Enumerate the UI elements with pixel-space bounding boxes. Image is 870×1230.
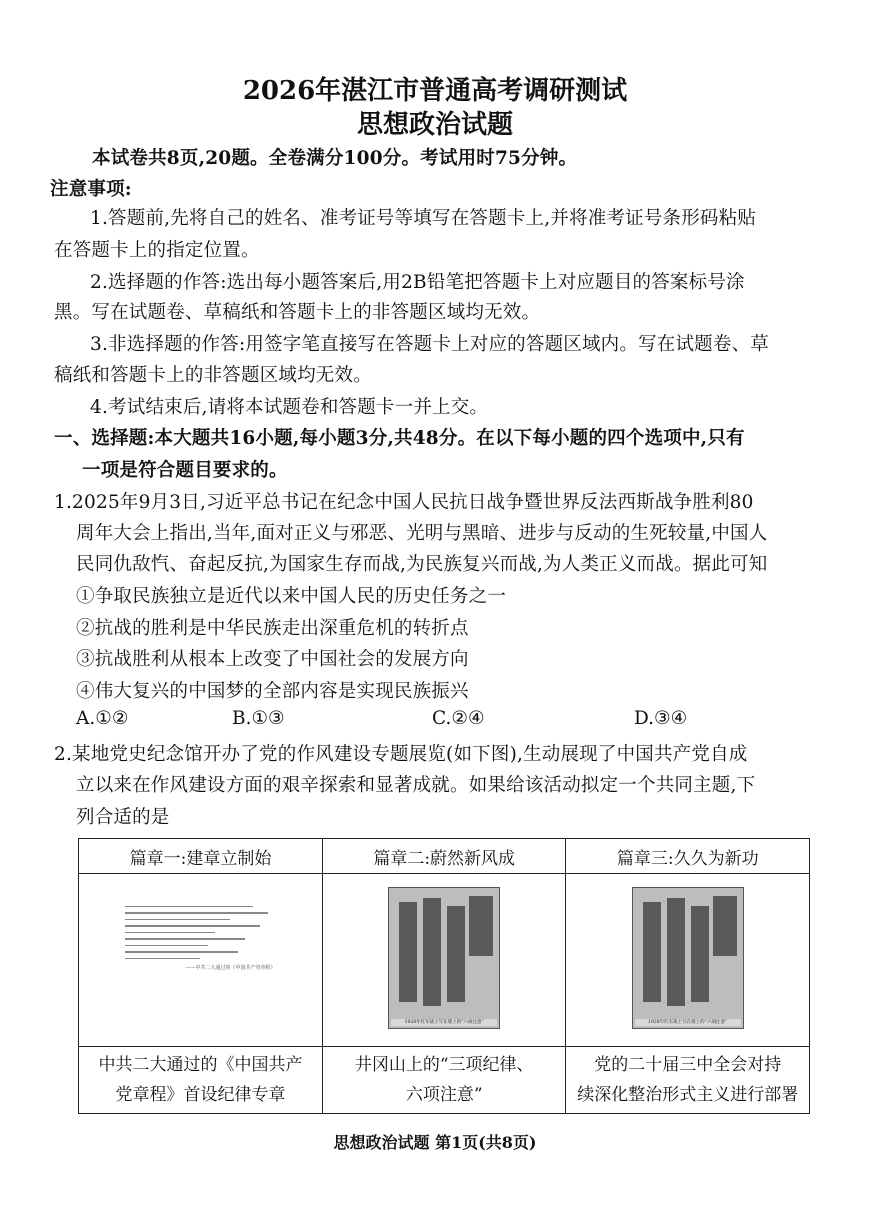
q1-option-a: A.①② xyxy=(76,708,129,729)
wall-slogan-photo-2 xyxy=(632,887,744,1029)
table-caption-1 xyxy=(79,1047,323,1114)
caption-2-line-2: 六项注意” xyxy=(405,1085,483,1105)
table-header-chapter-1: 篇章一:建章立制始 xyxy=(79,839,323,874)
notice-line-2: 在答题卡上的指定位置。 xyxy=(54,240,260,261)
q2-stem-line-1: 2.某地党史纪念馆开办了党的作风建设专题展览(如下图),生动展现了中国共产党自成 xyxy=(54,744,748,765)
caption-3-line-2: 续深化整治形式主义进行部署 xyxy=(577,1085,799,1105)
q1-stem-line-3: 民同仇敌忾、奋起反抗,为国家生存而战,为民族复兴而战,为人类正义而战。据此可知 xyxy=(76,554,768,575)
notice-line-4: 黑。写在试题卷、草稿纸和答题卡上的非答题区域均无效。 xyxy=(54,302,541,323)
caption-2-line-1: 井冈山上的“三项纪律、 xyxy=(354,1055,534,1075)
caption-3-line-1: 党的二十届三中全会对持 xyxy=(594,1055,782,1075)
notice-line-5: 3.非选择题的作答:用签字笔直接写在答题卡上对应的答题区域内。写在试题卷、草 xyxy=(90,334,769,355)
table-header-chapter-3: 篇章三:久久为新功 xyxy=(566,839,810,874)
photo-caption-2: 1928年红军战士写在墙上的“六项注意” xyxy=(635,1019,741,1026)
photo-caption-1: 1928年红军战士写在墙上的“六项注意” xyxy=(391,1019,497,1026)
q1-option-c: C.②④ xyxy=(432,708,485,729)
table-caption-2 xyxy=(322,1047,566,1114)
table-header-chapter-2: 篇章二:蔚然新风成 xyxy=(322,839,566,874)
caption-1-line-1: 中共二大通过的《中国共产 xyxy=(98,1055,303,1075)
q1-option-d: D.③④ xyxy=(634,708,688,729)
q1-stem-line-2: 周年大会上指出,当年,面对正义与邪恶、光明与黑暗、进步与反动的生死较量,中国人 xyxy=(76,523,768,544)
q1-option-b: B.①③ xyxy=(232,708,285,729)
notice-line-3: 2.选择题的作答:选出每小题答案后,用2B铅笔把答题卡上对应题目的答案标号涂 xyxy=(90,272,745,293)
table-image-cell-3 xyxy=(566,874,810,1047)
caption-1-line-2: 党章程》首设纪律专章 xyxy=(115,1085,286,1105)
section-heading-line-1: 一、选择题:本大题共16小题,每小题3分,共48分。在以下每小题的四个选项中,只有 xyxy=(54,428,745,449)
table-image-cell-2 xyxy=(322,874,566,1047)
q1-item-4: ④伟大复兴的中国梦的全部内容是实现民族振兴 xyxy=(76,681,469,702)
exam-info: 本试卷共8页,20题。全卷满分100分。考试用时75分钟。 xyxy=(92,148,578,169)
q1-item-3: ③抗战胜利从根本上改变了中国社会的发展方向 xyxy=(76,649,469,670)
notice-line-7: 4.考试结束后,请将本试题卷和答题卡一并上交。 xyxy=(90,397,489,418)
q1-item-2: ②抗战的胜利是中华民族走出深重危机的转折点 xyxy=(76,618,469,639)
q1-item-1: ①争取民族独立是近代以来中国人民的历史任务之一 xyxy=(76,586,507,607)
q2-stem-line-3: 列合适的是 xyxy=(76,807,170,828)
table-image-cell-1 xyxy=(79,874,323,1047)
section-heading-line-2: 一项是符合题目要求的。 xyxy=(82,460,288,481)
wall-slogan-photo-1 xyxy=(388,887,500,1029)
q2-stem-line-2: 立以来在作风建设方面的艰辛探索和显著成就。如果给该活动拟定一个共同主题,下 xyxy=(76,775,756,796)
notice-line-1: 1.答题前,先将自己的姓名、准考证号等填写在答题卡上,并将准考证号条形码粘贴 xyxy=(90,208,757,229)
exam-subtitle: 思想政治试题 xyxy=(356,110,513,140)
document-signature: ——中共二大通过的《中国共产党章程》 xyxy=(185,965,276,971)
q1-stem-line-1: 1.2025年9月3日,习近平总书记在纪念中国人民抗日战争暨世界反法西斯战争胜利80 xyxy=(54,492,754,513)
table-caption-3 xyxy=(566,1047,810,1114)
notice-line-6: 稿纸和答题卡上的非答题区域均无效。 xyxy=(54,365,372,386)
party-constitution-document-image xyxy=(125,895,275,1026)
page-footer: 思想政治试题 第1页(共8页) xyxy=(333,1133,537,1152)
exam-title: 2026年湛江市普通高考调研测试 xyxy=(242,76,628,106)
exhibition-table xyxy=(78,838,810,1114)
notice-heading: 注意事项: xyxy=(50,179,132,200)
